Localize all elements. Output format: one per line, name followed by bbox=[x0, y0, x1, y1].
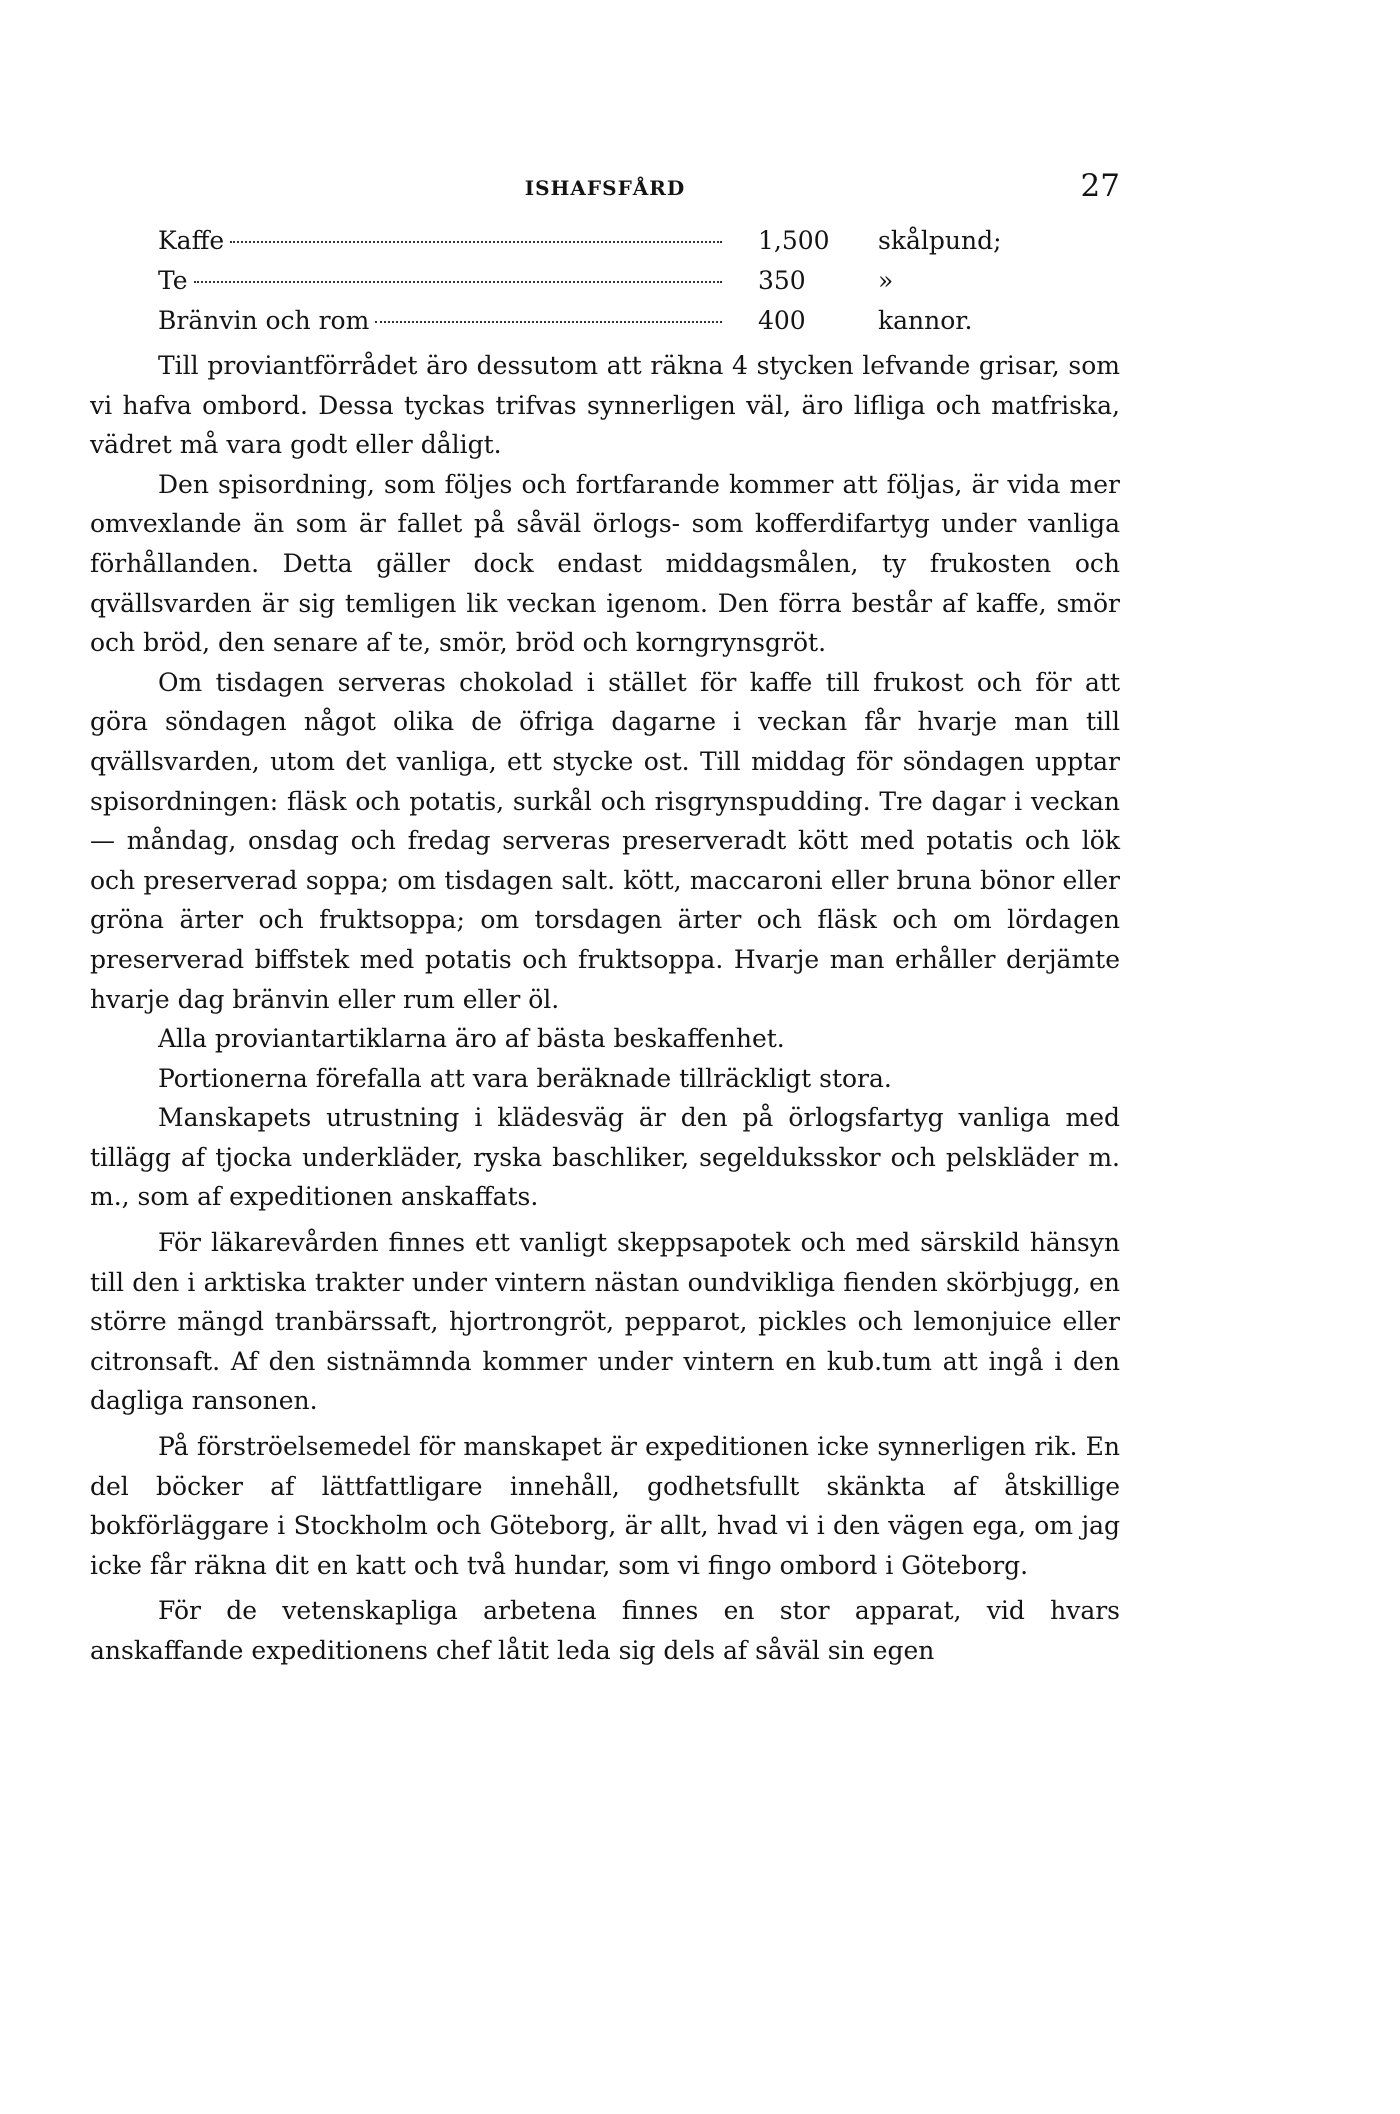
paragraph-scientific: För de vetenskapliga arbetena finnes en stor apparat, vid hvars anskaffande expeditionens chef låtit leda sig dels af såväl sin egen bbox=[90, 1596, 1120, 1665]
provision-quantity: 1,500 bbox=[758, 226, 830, 255]
provision-quantity: 350 bbox=[758, 266, 806, 295]
provision-row bbox=[158, 306, 1038, 346]
provision-item: Bränvin och rom bbox=[158, 306, 370, 335]
running-title: ISHAFSFÅRD bbox=[524, 176, 686, 200]
provision-unit: skålpund; bbox=[878, 226, 1002, 255]
page-number: 27 bbox=[1080, 168, 1120, 204]
paragraph-quality: Alla proviantartiklarna äro af bästa beskaffenhet. bbox=[158, 1024, 785, 1054]
dot-leader bbox=[375, 321, 722, 323]
page-header bbox=[90, 168, 1120, 212]
dot-leader bbox=[230, 241, 722, 243]
paragraph-portions: Portionerna förefalla att vara beräknade tillräckligt stora. bbox=[158, 1063, 892, 1093]
paragraph-meal-plan: Den spisordning, som följes och fortfarande kommer att följas, är vida mer omvexlande än som är fallet på såväl örlogs- som kofferdifartyg under vanliga förhållanden. Detta gäller dock endast middagsmålen, ty frukosten och qvällsvarden är sig temligen lik veckan igenom. Den förra består af kaffe, smör och bröd, den senare af te, smör, bröd och korngrynsgröt. bbox=[90, 469, 1120, 658]
paragraph-weekly-menu: Om tisdagen serveras chokolad i stället för kaffe till frukost och för att göra söndagen något olika de öfriga dagarne i veckan får hvarje man till qvällsvarden, utom det vanliga, ett stycke ost. Till middag för söndagen upptar spisordningen: fläsk och potatis, surkål och risgrynspudding. Tre dagar i veckan — måndag, onsdag och fredag serveras preserveradt kött med potatis och lök och preserverad soppa; om tisdagen salt. kött, maccaroni eller bruna bönor eller gröna ärter och fruktsoppa; om torsdagen ärter och fläsk och om lördagen preserverad biffstek med potatis och fruktsoppa. Hvarje man erhåller derjämte hvarje dag bränvin eller rum eller öl. bbox=[90, 667, 1120, 1014]
body-text bbox=[90, 346, 1120, 1671]
provision-item: Kaffe bbox=[158, 226, 225, 255]
provision-item: Te bbox=[158, 266, 188, 295]
provision-unit: kannor. bbox=[878, 306, 973, 335]
paragraph-recreation: På förströelsemedel för manskapet är expeditionen icke synnerligen rik. En del böcker af lättfattligare innehåll, godhetsfullt skänkta af åtskillige bokförläggare i Stockholm och Göteborg, är allt, hvad vi i den vägen ega, om jag icke får räkna dit en katt och två hundar, som vi fingo ombord i Göteborg. bbox=[90, 1432, 1120, 1580]
dot-leader bbox=[194, 281, 722, 283]
provision-row bbox=[158, 266, 1038, 306]
provision-unit: » bbox=[878, 266, 894, 295]
provisions-list bbox=[158, 226, 1038, 346]
paragraph-clothing: Manskapets utrustning i klädesväg är den på örlogsfartyg vanliga med tillägg af tjocka underkläder, ryska baschliker, segelduksskor och pelskläder m. m., som af expeditionen anskaffats. bbox=[90, 1103, 1120, 1212]
provision-row bbox=[158, 226, 1038, 266]
paragraph-medical: För läkarevården finnes ett vanligt skeppsapotek och med särskild hänsyn till den i arktiska trakter under vintern nästan oundvikliga fienden skörbjugg, en större mängd tranbärssaft, hjortrongröt, pepparot, pickles och lemonjuice eller citronsaft. Af den sistnämnda kommer under vintern en kub.tum att ingå i den dagliga ransonen. bbox=[90, 1228, 1120, 1416]
paragraph-provisions-pigs: Till proviantförrådet äro dessutom att räkna 4 stycken lefvande grisar, som vi hafva ombord. Dessa tyckas trifvas synnerligen väl, äro lifliga och matfriska, vädret må vara godt eller dåligt. bbox=[90, 351, 1120, 460]
provision-quantity: 400 bbox=[758, 306, 806, 335]
